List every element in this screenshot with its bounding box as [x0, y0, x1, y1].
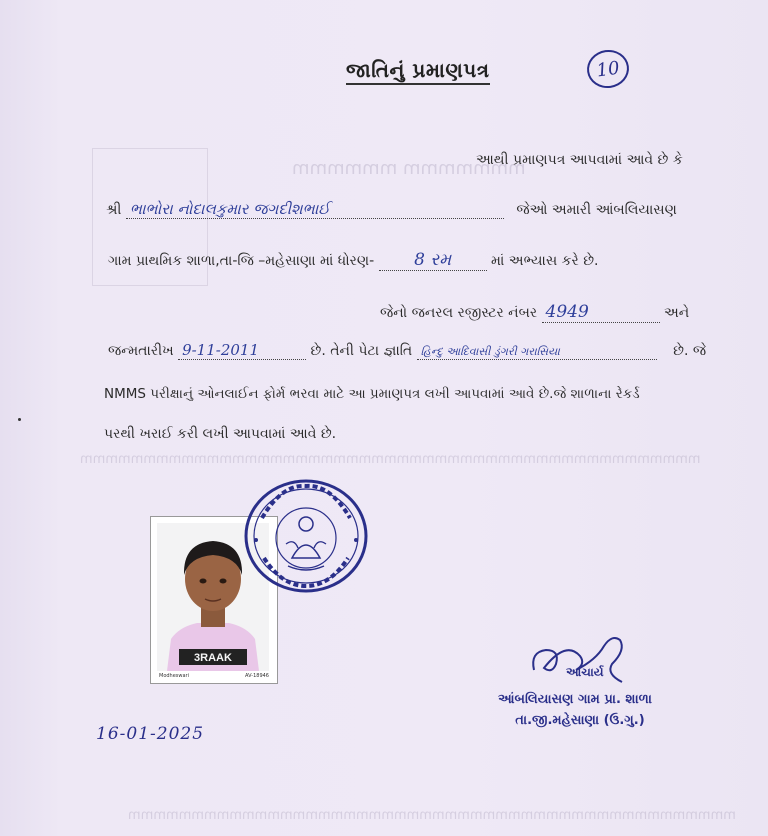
standard-value: 8 રમ: [379, 250, 487, 271]
stamp-seal-graphic: [242, 478, 368, 596]
register-number: 4949: [542, 302, 660, 323]
photo-caption: [159, 673, 269, 679]
principal-signature: [526, 630, 636, 690]
school-stamp-line1: આંબલિયાસણ ગામ પ્રા. શાળા: [498, 692, 652, 707]
school-stamp-line2: તા.જી.મહેસાણા (ઉ.ગુ.): [515, 712, 645, 728]
school-name-stamp: [498, 690, 652, 732]
shirt-print: 3RAAK: [194, 652, 232, 664]
register-suffix: અને: [664, 305, 690, 321]
caste-label: છે. તેની પેટા જ્ઞાતિ: [310, 343, 413, 359]
closing-line: [104, 426, 336, 442]
serial-number: 10: [585, 47, 632, 90]
page-title: જાતિનું પ્રમાણપત્ર: [346, 58, 490, 85]
round-school-stamp: [242, 478, 368, 596]
bleed-through-text: mmmmmmmmmmmmmmmmmmmmmmmmmmmmmmmmmmmmmmmmmmmmmmmmm: [80, 452, 701, 467]
dob-label: જન્મતારીખ: [108, 343, 174, 359]
intro-line: [476, 152, 683, 168]
purpose-line: [104, 386, 640, 402]
name-line: [106, 200, 677, 219]
signature-scribble: [526, 630, 636, 690]
school-line-text: ગામ પ્રાથમિક શાળા,તા-જિ –મહેસાણા માં ધોરણ-: [108, 253, 375, 269]
edge-mark: [18, 418, 21, 421]
caste-suffix: છે. જે: [673, 343, 707, 359]
name-line-suffix: જેઓ અમારી આંબલિયાસણ: [516, 202, 677, 218]
photo-caption-left: Modheswari: [159, 673, 189, 679]
closing-text: પરથી ખરાઈ કરી લખી આપવામાં આવે છે.: [104, 426, 337, 442]
student-name: ભાભોરા નોદાલકુમાર જગદીશભાઈ: [126, 200, 504, 219]
bleed-through-text: mmmmmmm mmmmmm: [292, 158, 526, 179]
issue-date: 16-01-2025: [96, 724, 205, 744]
purpose-text: NMMS પરીક્ષાનું ઓનલાઈન ફોર્મ ભરવા માટે આ પ્રમાણપત્ર લખી આપવામાં આવે છે.જે શાળાના રેકર્ડ: [104, 386, 640, 402]
school-line: [108, 250, 599, 271]
register-line: [380, 302, 689, 323]
intro-text: આથી પ્રમાણપત્ર આપવામાં આવે છે કે: [476, 152, 683, 168]
caste-value: હિન્દુ આદિવાસી ડુંગરી ગરાસિયા: [417, 345, 657, 360]
bleed-through-text: mmmmmmmmmmmmmmmmmmmmmmmmmmmmmmmmmmmmmmmmmmmmmmmm: [128, 808, 736, 823]
signature-label: આચાર્ય: [566, 665, 604, 679]
dob-value: 9-11-2011: [178, 341, 306, 360]
school-line-suffix: માં અભ્યાસ કરે છે.: [491, 253, 599, 269]
dob-caste-line: [108, 341, 706, 360]
shri-label: શ્રી: [106, 202, 122, 218]
register-label: જેનો જનરલ રજીસ્ટર નંબર: [380, 305, 538, 321]
photo-caption-right: AV-18946: [245, 673, 269, 679]
